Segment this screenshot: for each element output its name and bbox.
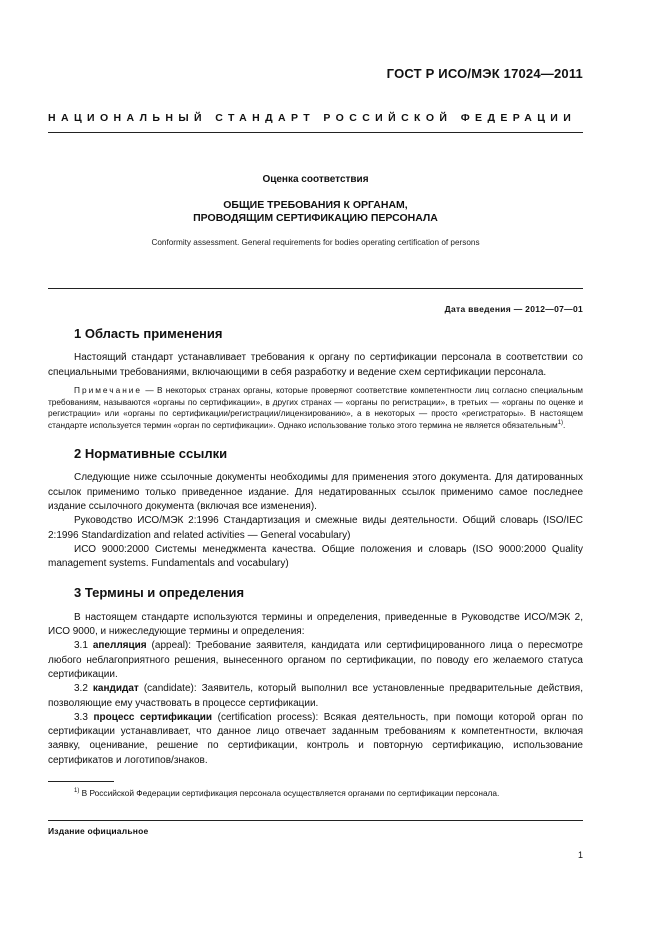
title-line-2: ПРОВОДЯЩИМ СЕРТИФИКАЦИЮ ПЕРСОНАЛА [193,212,438,224]
section-2-heading: 2 Нормативные ссылки [74,446,228,462]
footnote-rule [48,781,114,782]
main-content [48,327,583,768]
term-3-2: 3.2 кандидат (candidate): Заявитель, который выполнил все установленные предварительные действия, позволяющие ему участвовать в процессе сертификации. [48,683,583,709]
term-3-1: 3.1 апелляция (appeal): Требование заявителя, кандидата или сертифицированного лица о пересмотре любого неблагоприятного решения, вынесенного органом по сертификации, по поводу его желаемого статуса сертификации. [48,640,583,680]
top-rule [48,132,583,133]
section-1-note: Примечание — В некоторых странах органы, которые проверяют соответствие компетентности лиц согласно специальным требованиям, называются «органы по сертификации», в других странах — «органы по регистрации», в третьих — «органы по оценке и регистрации» или «органы по сертификации/регистрации/лицензированию», а в некоторых — просто «регистраторы». В настоящем стандарте используется термин «орган по сертификации». Однако использование только этого термина не является обязательным$^{1)}$. [48,384,583,431]
normative-ref-1: Руководство ИСО/МЭК 2:1996 Стандартизация и смежные виды деятельности. Общий словарь (ISO/IEC 2:1996 Standardization and related activities — General vocabulary) [48,515,583,541]
term-name: апелляция [92,640,147,652]
footnote-text: В Российской Федерации сертификация персонала осуществляется органами по сертификации персонала. [79,788,500,798]
normative-ref-2: ИСО 9000:2000 Системы менеджмента качества. Общие положения и словарь (ISO 9000:2000 Quality management systems. Fundamentals and vocabulary) [48,543,583,570]
footer-rule [48,820,583,821]
footnote-ref: 1) [557,420,564,427]
footnote-marker: 1) [74,788,80,795]
section-3-heading: 3 Термины и определения [74,585,245,601]
title-bottom-rule [48,288,583,289]
introduction-date: Дата введения — 2012—07—01 [444,304,583,314]
footnote [48,787,583,799]
term-3-3: 3.3 процесс сертификации (certification process): Всякая деятельность, при помощи которой орган по сертификации устанавливает, что данное лицо отвечает заданным требованиям к компетентности, включая заявку, оценивание, решение по сертификации, контроль и повторную сертификацию, использование сертификатов и логотипов/знаков. [48,711,584,766]
section-1-paragraph: Настоящий стандарт устанавливает требования к органу по сертификации персонала в соответствии со специальными требованиями, включающими в себя разработку и ведение схем сертификации персонала. [48,352,583,378]
document-title [48,199,583,225]
document-code: ГОСТ Р ИСО/МЭК 17024—2011 [386,66,583,81]
english-title: Conformity assessment. General requirements for bodies operating certification of persons [151,238,480,247]
note-text: — В некоторых странах органы, которые проверяют соответствие компетентности лиц согласно специальным требованиям, называются «органы по сертификации», в других странах — «органы по регистрации», в третьих — «органы по оценке и регистрации» или «органы по сертификации/регистрации/лицензированию», а в некоторых — просто «регистраторы». В настоящем стандарте используется термин «орган по сертификации». Однако использование только этого термина не является обязательным [48,384,583,431]
page-number: 1 [577,850,583,860]
term-name: кандидат [92,683,139,695]
section-3-intro: В настоящем стандарте используются термины и определения, приведенные в Руководстве ИСО/МЭК 2, ИСО 9000, и нижеследующие термины и определения: [48,611,583,638]
note-label: Примечание [74,384,143,395]
section-2-paragraph: Следующие ниже ссылочные документы необходимы для применения этого документа. Для датированных ссылок применимо только приведенное издание. Для недатированных ссылок применимо самое последнее издание ссылочного документа (включая все изменения). [48,472,583,512]
term-name: процесс сертификации [93,711,213,723]
official-edition-label: Издание официальное [48,826,149,836]
title-kicker: Оценка соответствия [262,174,369,185]
section-1-heading: 1 Область применения [74,326,223,341]
title-line-1: ОБЩИЕ ТРЕБОВАНИЯ К ОРГАНАМ, [223,199,408,211]
national-standard-banner: НАЦИОНАЛЬНЫЙ СТАНДАРТ РОССИЙСКОЙ ФЕДЕРАЦИИ [48,112,577,124]
